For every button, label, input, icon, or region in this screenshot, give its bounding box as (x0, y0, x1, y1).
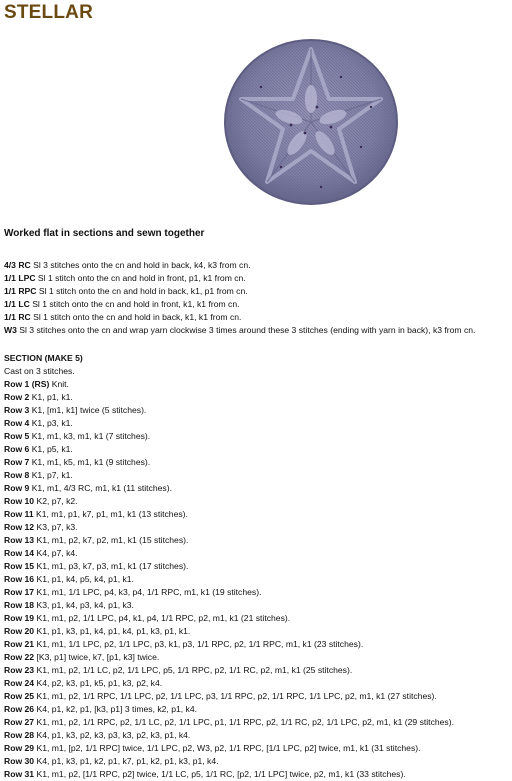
abbreviation-text: Sl 3 stitches onto the cn and hold in back, k4, k3 from cn. (33, 260, 251, 270)
row-text: K1, m1, p2, 1/1 RPC, 1/1 LPC, p2, 1/1 LPC, p3, 1/1 RPC, p2, 1/1 RPC, 1/1 LPC, p2, m1, k1 (27 stitches). (36, 691, 437, 701)
row-line (4, 547, 510, 560)
row-text: K1, m1, 1/1 LPC, p4, k3, p4, 1/1 RPC, m1, k1 (19 stitches). (36, 587, 262, 597)
row-line (4, 612, 510, 625)
row-text: K1, m1, p2, 1/1 RPC, p2, 1/1 LC, p2, 1/1 LPC, p1, 1/1 RPC, p2, 1/1 RC, p2, 1/1 LPC, p2, m1, k1 (29 stitches). (36, 717, 454, 727)
row-label: Row 2 (4, 392, 30, 402)
abbreviation-item (4, 272, 510, 285)
abbreviations-list (4, 259, 510, 337)
section-title: SECTION (MAKE 5) (4, 353, 83, 363)
abbreviation-item (4, 311, 510, 324)
abbreviation-item (4, 298, 510, 311)
row-line (4, 742, 510, 755)
row-text: K1, m1, 1/1 LPC, p2, 1/1 LPC, p3, k1, p3, 1/1 RPC, p2, 1/1 RPC, m1, k1 (23 stitches). (36, 639, 364, 649)
abbreviation-term: W3 (4, 325, 17, 335)
row-line (4, 443, 510, 456)
row-line (4, 716, 510, 729)
row-line (4, 768, 510, 781)
row-text: K4, p2, k3, p1, k5, p1, k3, p2, k4. (36, 678, 163, 688)
row-label: Row 25 (4, 691, 35, 701)
row-line (4, 404, 510, 417)
row-line (4, 586, 510, 599)
row-label: Row 16 (4, 574, 35, 584)
abbreviation-item (4, 285, 510, 298)
row-label: Row 31 (4, 769, 35, 779)
row-line (4, 599, 510, 612)
row-line (4, 456, 510, 469)
row-line (4, 573, 510, 586)
abbreviation-term: 1/1 LC (4, 299, 30, 309)
row-text: K1, m1, p1, k7, p1, m1, k1 (13 stitches). (36, 509, 188, 519)
row-text: K1, m1, p2, 1/1 LPC, p4, k1, p4, 1/1 RPC, p2, m1, k1 (21 stitches). (36, 613, 291, 623)
row-label: Row 30 (4, 756, 35, 766)
row-line (4, 378, 510, 391)
row-text: K1, p1, k1. (31, 392, 73, 402)
row-text: K1, m1, p2, 1/1 LC, p2, 1/1 LPC, p5, 1/1 RPC, p2, 1/1 RC, p2, m1, k1 (25 stitches). (36, 665, 353, 675)
row-line (4, 495, 510, 508)
abbreviation-text: Sl 1 stitch onto the cn and hold in back, k1, p1 from cn. (38, 286, 248, 296)
row-line (4, 703, 510, 716)
row-label: Row 8 (4, 470, 30, 480)
row-label: Row 24 (4, 678, 35, 688)
row-text: K4, p7, k4. (36, 548, 78, 558)
row-label: Row 9 (4, 483, 30, 493)
abbreviation-item (4, 259, 510, 272)
row-text: K1, p7, k1. (31, 470, 73, 480)
row-text: K1, m1, 4/3 RC, m1, k1 (11 stitches). (31, 483, 172, 493)
row-text: K1, p1, k3, p1, k4, p1, k4, p1, k3, p1, k1. (36, 626, 191, 636)
pattern-subtitle: Worked flat in sections and sewn together (4, 228, 205, 239)
row-line (4, 508, 510, 521)
row-label: Row 15 (4, 561, 35, 571)
row-label: Row 21 (4, 639, 35, 649)
row-line (4, 430, 510, 443)
row-label: Row 26 (4, 704, 35, 714)
row-label: Row 6 (4, 444, 30, 454)
row-text: K3, p7, k3. (36, 522, 78, 532)
row-label: Row 1 (RS) (4, 379, 50, 389)
row-line (4, 664, 510, 677)
row-line (4, 482, 510, 495)
row-line (4, 729, 510, 742)
abbreviation-text: Sl 1 stitch onto the cn and hold in front, p1, k1 from cn. (37, 273, 246, 283)
row-text: K4, p1, k2, p1, [k3, p1] 3 times, k2, p1, k4. (36, 704, 197, 714)
row-label: Row 4 (4, 418, 30, 428)
row-label: Row 10 (4, 496, 35, 506)
pattern-title: STELLAR (4, 2, 94, 23)
row-text: [K3, p1] twice, k7, [p1, k3] twice. (36, 652, 160, 662)
knitted-beret-photo (221, 37, 401, 207)
row-label: Row 29 (4, 743, 35, 753)
row-label: Row 3 (4, 405, 30, 415)
abbreviation-item (4, 324, 510, 337)
row-line (4, 690, 510, 703)
row-text: Knit. (51, 379, 69, 389)
row-line (4, 534, 510, 547)
row-text: K3, p1, k4, p3, k4, p1, k3. (36, 600, 134, 610)
row-label: Row 27 (4, 717, 35, 727)
row-line (4, 521, 510, 534)
row-line (4, 417, 510, 430)
row-text: K1, m1, p2, [1/1 RPC, p2] twice, 1/1 LC, p5, 1/1 RC, [p2, 1/1 LPC] twice, p2, m1, k1 (33 stitches). (36, 769, 406, 779)
row-label: Row 13 (4, 535, 35, 545)
row-text: K2, p7, k2. (36, 496, 78, 506)
row-text: K1, m1, k3, m1, k1 (7 stitches). (31, 431, 151, 441)
row-text: K1, m1, p3, k7, p3, m1, k1 (17 stitches). (36, 561, 189, 571)
row-label: Row 18 (4, 600, 35, 610)
row-line (4, 638, 510, 651)
row-text: K1, p3, k1. (31, 418, 73, 428)
row-text: K1, p5, k1. (31, 444, 73, 454)
abbreviation-text: Sl 1 stitch onto the cn and hold in back, k1, k1 from cn. (33, 312, 242, 322)
row-label: Row 20 (4, 626, 35, 636)
row-label: Row 5 (4, 431, 30, 441)
row-label: Row 28 (4, 730, 35, 740)
abbreviation-text: Sl 3 stitches onto the cn and wrap yarn clockwise 3 times around these 3 stitches (ending with yarn in back), k3 from cn. (19, 325, 476, 335)
row-line (4, 677, 510, 690)
row-line (4, 755, 510, 768)
row-text: K4, p1, k3, p1, k2, p1, k7, p1, k2, p1, k3, p1, k4. (36, 756, 219, 766)
cast-on-line: Cast on 3 stitches. (4, 366, 75, 376)
row-line (4, 651, 510, 664)
row-label: Row 12 (4, 522, 35, 532)
row-text: K4, p1, k3, p2, k3, p3, k3, p2, k3, p1, k4. (36, 730, 191, 740)
row-label: Row 23 (4, 665, 35, 675)
abbreviation-term: 1/1 LPC (4, 273, 36, 283)
row-label: Row 19 (4, 613, 35, 623)
abbreviation-term: 4/3 RC (4, 260, 31, 270)
abbreviation-term: 1/1 RC (4, 312, 31, 322)
abbreviation-text: Sl 1 stitch onto the cn and hold in front, k1, k1 from cn. (32, 299, 240, 309)
row-label: Row 7 (4, 457, 30, 467)
row-line (4, 391, 510, 404)
row-label: Row 14 (4, 548, 35, 558)
row-label: Row 17 (4, 587, 35, 597)
abbreviation-term: 1/1 RPC (4, 286, 37, 296)
row-text: K1, p1, k4, p5, k4, p1, k1. (36, 574, 134, 584)
row-line (4, 469, 510, 482)
row-text: K1, m1, p2, k7, p2, m1, k1 (15 stitches). (36, 535, 189, 545)
row-label: Row 11 (4, 509, 34, 519)
section-instructions (4, 352, 510, 781)
row-line (4, 560, 510, 573)
row-text: K1, [m1, k1] twice (5 stitches). (31, 405, 147, 415)
row-text: K1, m1, k5, m1, k1 (9 stitches). (31, 457, 151, 467)
row-text: K1, m1, [p2, 1/1 RPC] twice, 1/1 LPC, p2, W3, p2, 1/1 RPC, [1/1 LPC, p2] twice, m1, k1 (31 stitches). (36, 743, 421, 753)
row-line (4, 625, 510, 638)
row-label: Row 22 (4, 652, 35, 662)
